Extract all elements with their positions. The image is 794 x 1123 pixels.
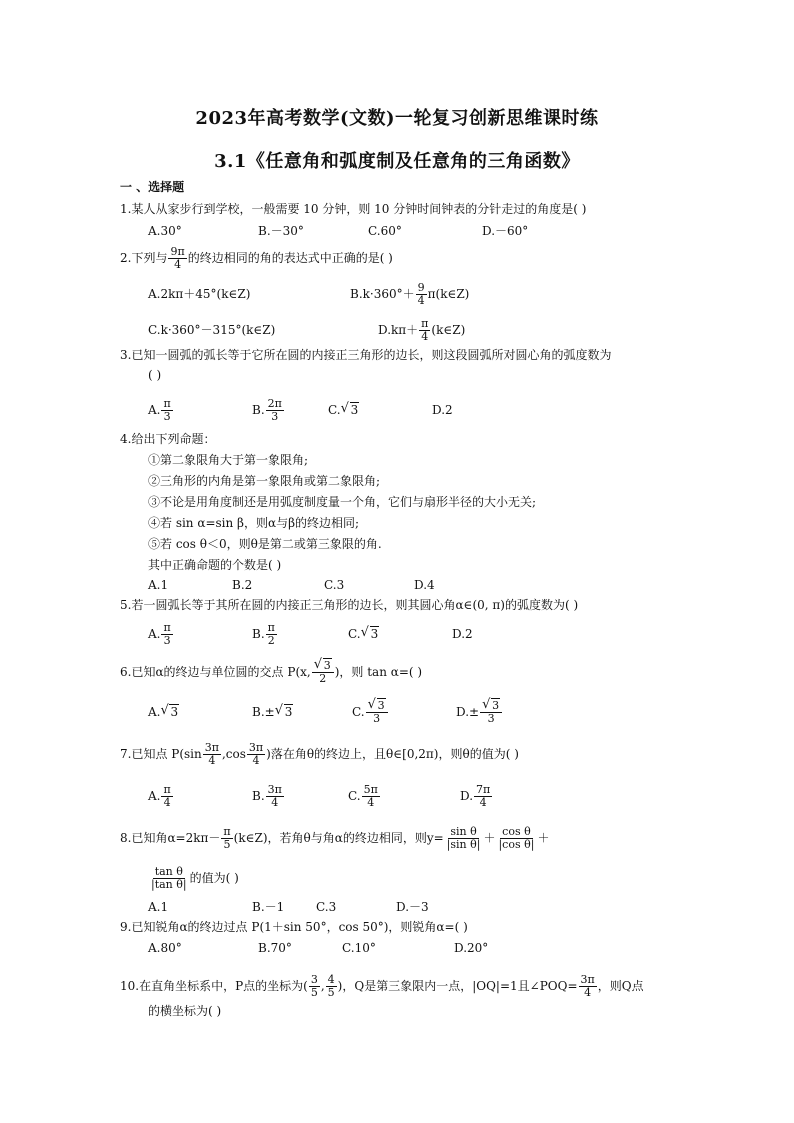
question-9-text: 9.已知锐角α的终边过点 P(1＋sin 50°，cos 50°)，则锐角α=( ) xyxy=(120,920,468,934)
q7-d-fraction xyxy=(474,784,492,809)
question-4-options xyxy=(148,576,435,594)
q4-statement-3: ③不论是用角度制还是用弧度制度量一个角，它们与扇形半径的大小无关; xyxy=(148,495,537,509)
q8-suffix: 的值为( ) xyxy=(189,871,239,885)
q6-c-sqrt xyxy=(368,700,386,712)
q6-option-c xyxy=(352,700,456,725)
q7-n2: 3π xyxy=(248,741,264,754)
q3-a-num: π xyxy=(163,397,171,410)
q2-option-b xyxy=(350,282,469,307)
q6-sqrt xyxy=(314,660,332,672)
q7-mid: ,cos xyxy=(221,747,246,761)
q4-statement-4: ④若 sin α=sin β，则α与β的终边相同; xyxy=(148,516,360,530)
q10-fraction-y xyxy=(326,974,337,999)
q3-b-den: 3 xyxy=(271,410,279,423)
q2-b-num: 9 xyxy=(417,281,425,294)
q3-option-a xyxy=(148,398,252,423)
q2-b-den: 4 xyxy=(417,294,425,307)
q1-option-a: A.30° xyxy=(148,224,182,238)
q5-option-a xyxy=(148,622,252,647)
q2-option-a: A.2kπ＋45°(k∈Z) xyxy=(148,287,251,301)
q5-a-label: A. xyxy=(148,627,161,641)
q8-prefix: 8.已知角α=2kπ－ xyxy=(120,831,221,845)
q8-f3n: tan θ xyxy=(154,865,183,878)
q3-c-label: C. xyxy=(328,403,341,417)
question-6-options xyxy=(148,700,503,725)
q6-rad: 3 xyxy=(323,659,331,672)
q8-f1d: |sin θ| xyxy=(446,838,481,851)
q6-suffix: )，则 tan α=( ) xyxy=(334,665,423,679)
q2-option-c: C.k·360°－315°(k∈Z) xyxy=(148,323,276,337)
question-5-options xyxy=(148,622,473,647)
q7-d-label: D. xyxy=(460,789,474,803)
q2-b-pre: B.k·360°＋ xyxy=(350,287,415,301)
question-1-text: 1.某人从家步行到学校，一般需要 10 分钟，则 10 分钟时间钟表的分针走过的角度是( ) xyxy=(120,202,587,216)
q3-a-fraction xyxy=(161,398,172,423)
q7-option-b xyxy=(252,784,348,809)
question-5-text: 5.若一圆弧长等于其所在圆的内接正三角形的边长，则其圆心角α∈(0, π)的弧度数为( ) xyxy=(120,598,579,612)
q3-a-den: 3 xyxy=(163,410,171,423)
q6-a-label: A. xyxy=(148,705,161,719)
q4-ask: 其中正确命题的个数是( ) xyxy=(148,558,282,572)
q4-statement-5: ⑤若 cos θ＜0，则θ是第二或第三象限的角. xyxy=(148,537,382,551)
q3-b-label: B. xyxy=(252,403,265,417)
q7-d-den: 4 xyxy=(479,796,487,809)
q7-b-label: B. xyxy=(252,789,265,803)
q3-c-rad: 3 xyxy=(350,403,359,417)
q4-option-b: B.2 xyxy=(232,578,253,592)
q10-prefix: 10.在直角坐标系中，P点的坐标为( xyxy=(120,979,308,993)
q10-suffix: ，则Q点 xyxy=(597,979,644,993)
q2-suffix: 的终边相同的角的表达式中正确的是( ) xyxy=(187,251,393,265)
q6-d-rad: 3 xyxy=(492,699,500,712)
q9-option-d: D.20° xyxy=(454,941,489,955)
q8-mid: (k∈Z)，若角θ与角α的终边相同，则y= xyxy=(233,831,444,845)
q2-d-pre: D.kπ＋ xyxy=(378,323,419,337)
q7-b-fraction xyxy=(266,784,284,809)
q3-option-b xyxy=(252,398,328,423)
q6-b-label: B.± xyxy=(252,705,275,719)
q5-b-label: B. xyxy=(252,627,265,641)
q7-b-num: 3π xyxy=(267,783,282,796)
q4-statement-1: ①第二象限角大于第一象限角; xyxy=(148,453,309,467)
q6-d-den: 3 xyxy=(487,712,495,725)
question-7-text xyxy=(120,742,519,767)
q7-fraction-1 xyxy=(203,742,221,767)
q7-a-den: 4 xyxy=(163,796,171,809)
q2-d-fraction xyxy=(419,318,430,343)
q5-a-den: 3 xyxy=(163,634,171,647)
q3-a-label: A. xyxy=(148,403,161,417)
q10-fraction-x xyxy=(309,974,320,999)
q4-statement-2: ②三角形的内角是第一象限角或第二象限角; xyxy=(148,474,381,488)
q3-option-d: D.2 xyxy=(432,403,453,417)
q8-den: 5 xyxy=(223,838,231,851)
q2-d-post: (k∈Z) xyxy=(431,323,466,337)
q3-option-c xyxy=(328,401,432,419)
q6-a-sqrt xyxy=(160,703,179,721)
q5-c-rad: 3 xyxy=(370,627,379,641)
q5-option-c xyxy=(348,625,452,643)
q6-b-sqrt xyxy=(275,703,294,721)
q8-fraction-tan xyxy=(149,866,189,891)
q3-b-num: 2π xyxy=(267,397,282,410)
q8-option-b: B.－1 xyxy=(252,900,285,914)
q6-c-fraction xyxy=(366,700,388,725)
q2-d-den: 4 xyxy=(421,330,429,343)
q6-d-sqrt xyxy=(482,700,500,712)
q8-fraction-cos xyxy=(496,826,536,851)
question-8-text xyxy=(120,826,549,851)
q2-option-d xyxy=(378,318,465,343)
q6-d-num xyxy=(480,700,502,713)
q6-d-fraction xyxy=(480,700,502,725)
q5-a-fraction xyxy=(161,622,172,647)
q5-b-den: 2 xyxy=(267,634,275,647)
question-3-text: 3.已知一圆弧的弧长等于它所在圆的内接正三角形的边长，则这段圆弧所对圆心角的弧度数为 xyxy=(120,348,612,362)
q8-f1n: sin θ xyxy=(450,825,477,838)
q8-option-c: C.3 xyxy=(316,900,337,914)
q6-c-den: 3 xyxy=(373,712,381,725)
q6-b-rad: 3 xyxy=(284,705,293,719)
q8-f2n: cos θ xyxy=(502,825,531,838)
document-title: 2023年高考数学(文数)一轮复习创新思维课时练 xyxy=(195,108,599,129)
q2-prefix: 2.下列与 xyxy=(120,251,168,265)
question-2-text xyxy=(120,246,393,271)
q6-option-b xyxy=(252,703,352,721)
q7-a-fraction xyxy=(161,784,172,809)
q10-n2: 4 xyxy=(327,973,335,986)
q5-option-d: D.2 xyxy=(452,627,473,641)
q9-option-c: C.10° xyxy=(342,941,376,955)
q3-c-sqrt xyxy=(341,401,360,419)
q7-option-d xyxy=(460,784,493,809)
question-2-options-row1 xyxy=(148,282,469,307)
q8-plus-2: ＋ xyxy=(537,831,550,845)
q8-f2d: |cos θ| xyxy=(498,838,535,851)
q7-n1: 3π xyxy=(204,741,219,754)
q7-d-num: 7π xyxy=(476,783,491,796)
q10-d2: 5 xyxy=(327,986,335,999)
q7-a-label: A. xyxy=(148,789,161,803)
q6-a-rad: 3 xyxy=(170,705,179,719)
q6-fraction xyxy=(312,660,334,685)
q6-c-rad: 3 xyxy=(377,699,385,712)
q7-b-den: 4 xyxy=(271,796,279,809)
q5-option-b xyxy=(252,622,348,647)
q10-d1: 5 xyxy=(310,986,318,999)
question-6-text xyxy=(120,660,422,685)
q6-num xyxy=(312,660,334,673)
q7-option-a xyxy=(148,784,252,809)
document-subtitle: 3.1《任意角和弧度制及任意角的三角函数》 xyxy=(214,151,580,172)
section-heading: 一 、选择题 xyxy=(120,180,185,194)
q4-option-a: A.1 xyxy=(148,578,169,592)
q2-fraction xyxy=(168,246,186,271)
q8-fraction-sin xyxy=(445,826,483,851)
q9-option-b: B.70° xyxy=(258,941,292,955)
q4-option-d: D.4 xyxy=(414,578,435,592)
question-10-text-line2: 的横坐标为( ) xyxy=(148,1004,222,1018)
q8-option-a: A.1 xyxy=(148,900,169,914)
q10-n3: 3π xyxy=(580,973,595,986)
q2-d-num: π xyxy=(421,317,429,330)
q7-c-label: C. xyxy=(348,789,361,803)
q9-option-a: A.80° xyxy=(148,941,182,955)
q7-suffix: )落在角θ的终边上，且θ∈[0,2π)，则θ的值为( ) xyxy=(266,747,519,761)
q1-option-b: B.－30° xyxy=(258,224,304,238)
q3-b-fraction xyxy=(266,398,284,423)
question-3-options xyxy=(148,398,453,423)
q5-a-num: π xyxy=(163,621,171,634)
q2-b-post: π(k∈Z) xyxy=(427,287,470,301)
question-7-options xyxy=(148,784,493,809)
q7-prefix: 7.已知点 P(sin xyxy=(120,747,202,761)
question-9-options xyxy=(148,939,488,957)
q7-c-num: 5π xyxy=(363,783,378,796)
q7-d2: 4 xyxy=(252,754,260,767)
question-2-options-row2 xyxy=(148,318,465,343)
q7-d1: 4 xyxy=(208,754,216,767)
q2-den: 4 xyxy=(174,258,182,271)
q2-num: 9π xyxy=(170,245,185,258)
q7-c-fraction xyxy=(362,784,380,809)
q6-prefix: 6.已知α的终边与单位圆的交点 P(x, xyxy=(120,665,311,679)
q10-comma: , xyxy=(320,979,325,993)
q5-b-num: π xyxy=(267,621,275,634)
q1-option-c: C.60° xyxy=(368,224,402,238)
q6-c-label: C. xyxy=(352,705,365,719)
question-10-text xyxy=(120,974,644,999)
q10-d3: 4 xyxy=(584,986,592,999)
q6-option-a xyxy=(148,703,252,721)
q8-alpha-fraction xyxy=(221,826,232,851)
q8-f3d: |tan θ| xyxy=(151,878,187,891)
question-3-paren: ( ) xyxy=(148,368,162,382)
q7-c-den: 4 xyxy=(367,796,375,809)
q8-option-d: D.－3 xyxy=(396,900,429,914)
question-8-options xyxy=(148,898,429,916)
q5-c-sqrt xyxy=(361,625,380,643)
q5-c-label: C. xyxy=(348,627,361,641)
q2-b-fraction xyxy=(416,282,427,307)
question-8-text-line2 xyxy=(148,866,239,891)
q7-a-num: π xyxy=(163,783,171,796)
q7-option-c xyxy=(348,784,460,809)
q7-fraction-2 xyxy=(247,742,265,767)
q5-b-fraction xyxy=(266,622,277,647)
q6-c-num xyxy=(366,700,388,713)
q8-num: π xyxy=(223,825,231,838)
q4-option-c: C.3 xyxy=(324,578,345,592)
question-1-options xyxy=(148,222,528,240)
q1-option-d: D.－60° xyxy=(482,224,529,238)
q10-mid: )，Q是第三象限内一点，|OQ|=1且∠POQ= xyxy=(337,979,578,993)
q6-d-label: D.± xyxy=(456,705,480,719)
q10-n1: 3 xyxy=(310,973,318,986)
q6-den: 2 xyxy=(319,672,327,685)
question-4-text: 4.给出下列命题： xyxy=(120,432,216,446)
q10-fraction-angle xyxy=(579,974,597,999)
q8-plus-1: ＋ xyxy=(483,831,496,845)
q6-option-d xyxy=(456,700,503,725)
